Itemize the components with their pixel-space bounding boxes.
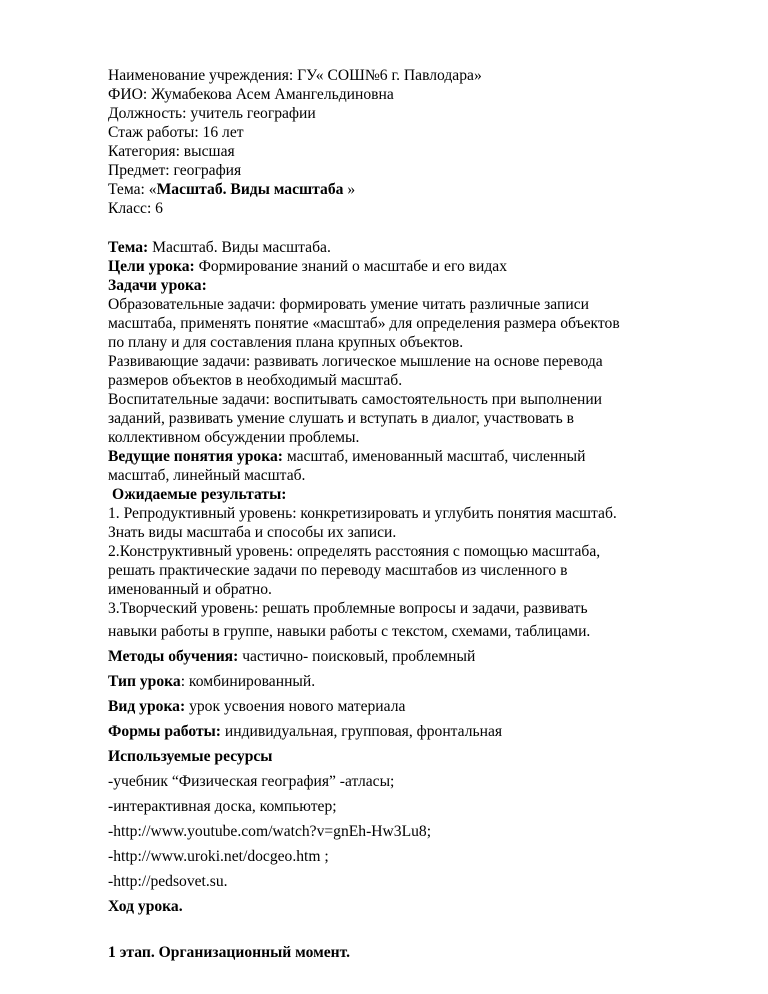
- document-page: [108, 66, 728, 962]
- institution-line: Наименование учреждения: ГУ« СОШ№6 г. Павлодара»: [108, 67, 482, 84]
- results-line: Знать виды масштаба и способы их записи.: [108, 524, 397, 541]
- methods-line: [108, 647, 728, 666]
- tasks-line: по плану и для составления плана крупных объектов.: [108, 334, 464, 351]
- resource-item: -интерактивная доска, компьютер;: [108, 798, 337, 815]
- lesson-topic-value: Масштаб. Виды масштаба.: [148, 239, 331, 256]
- topic-suffix: »: [343, 181, 356, 198]
- lesson-kind-value: урок усвоения нового материала: [185, 698, 406, 715]
- resource-item: -http://pedsovet.su.: [108, 873, 228, 890]
- concepts-label: Ведущие понятия урока:: [108, 448, 283, 465]
- grade-line: Класс: 6: [108, 200, 163, 217]
- experience-line: Стаж работы: 16 лет: [108, 124, 244, 141]
- work-forms-label: Формы работы:: [108, 723, 222, 740]
- position-line: Должность: учитель географии: [108, 105, 316, 122]
- stage-1-heading: 1 этап. Организационный момент.: [108, 944, 350, 961]
- results-heading: Ожидаемые результаты:: [112, 486, 287, 503]
- lesson-type-value: : комбинированный.: [180, 673, 316, 690]
- goals-line: [108, 257, 728, 276]
- goals-label: Цели урока:: [108, 258, 195, 275]
- work-forms-value: индивидуальная, групповая, фронтальная: [221, 723, 503, 740]
- results-line: 2.Конструктивный уровень: определять расстояния с помощью масштаба,: [108, 543, 601, 560]
- methods-label: Методы обучения:: [108, 648, 239, 665]
- tasks-line: Развивающие задачи: развивать логическое мышление на основе перевода: [108, 353, 603, 370]
- methods-value: частично- поисковый, проблемный: [238, 648, 476, 665]
- tasks-heading: Задачи урока:: [108, 277, 207, 294]
- results-line: решать практические задачи по переводу масштабов из численного в: [108, 562, 568, 579]
- results-line: 1. Репродуктивный уровень: конкретизировать и углубить понятия масштаб.: [108, 505, 617, 522]
- subject-line: Предмет: география: [108, 162, 242, 179]
- concepts-line-2: масштаб, линейный масштаб.: [108, 467, 306, 484]
- resources-heading: Используемые ресурсы: [108, 748, 273, 765]
- concepts-value: масштаб, именованный масштаб, численный: [282, 448, 586, 465]
- results-line: именованный и обратно.: [108, 581, 272, 598]
- tasks-line: Образовательные задачи: формировать умение читать различные записи: [108, 296, 589, 313]
- tasks-line: масштаба, применять понятие «масштаб» для определения размера объектов: [108, 315, 620, 332]
- lesson-type-label: Тип урока: [108, 673, 181, 690]
- results-line: 3.Творческий уровень: решать проблемные вопросы и задачи, развивать: [108, 600, 588, 617]
- topic-line: [108, 180, 728, 199]
- resource-item: -http://www.youtube.com/watch?v=gnEh-Hw3Lu8;: [108, 823, 432, 840]
- lesson-kind-line: [108, 697, 728, 716]
- topic-prefix: Тема: «: [108, 181, 157, 198]
- lesson-kind-label: Вид урока:: [108, 698, 186, 715]
- category-line: Категория: высшая: [108, 143, 235, 160]
- results-line: навыки работы в группе, навыки работы с текстом, схемами, таблицами.: [108, 623, 591, 640]
- lesson-course-heading: Ход урока.: [108, 898, 183, 915]
- resource-item: -учебник “Физическая география” -атласы;: [108, 773, 395, 790]
- resource-item: -http://www.uroki.net/docgeo.htm ;: [108, 848, 329, 865]
- lesson-type-line: [108, 672, 728, 691]
- tasks-line: размеров объектов в необходимый масштаб.: [108, 372, 403, 389]
- tasks-line: коллективном обсуждении проблемы.: [108, 429, 360, 446]
- work-forms-line: [108, 722, 728, 741]
- tasks-line: Воспитательные задачи: воспитывать самостоятельность при выполнении: [108, 391, 603, 408]
- teacher-name-line: ФИО: Жумабекова Асем Амангельдиновна: [108, 86, 394, 103]
- lesson-topic-line: [108, 238, 728, 257]
- concepts-line: [108, 447, 728, 466]
- goals-value: Формирование знаний о масштабе и его видах: [194, 258, 508, 275]
- topic-title: Масштаб. Виды масштаба: [156, 181, 344, 198]
- tasks-line: заданий, развивать умение слушать и вступать в диалог, участвовать в: [108, 410, 574, 427]
- lesson-topic-label: Тема:: [108, 239, 149, 256]
